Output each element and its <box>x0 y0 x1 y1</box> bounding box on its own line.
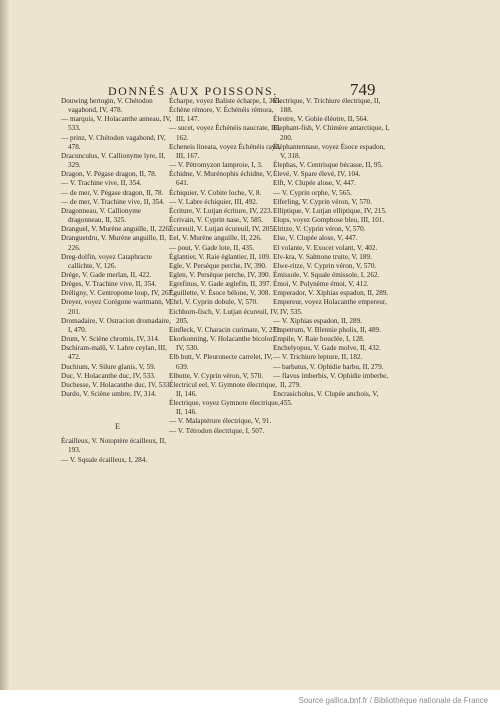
index-entry: Émissole, V. Squale émissole, I, 262. <box>273 270 380 279</box>
index-entry: Électrique, voyez Gymnote électrique, II, 146. <box>169 399 280 417</box>
index-entry: — barbatus, V. Ophidie barbu, II, 279. <box>273 362 384 371</box>
index-entry: Écriture, V. Lutjan écriture, IV, 223. <box>169 206 273 215</box>
index-entry: — V. Malaptérure électrique, V, 91. <box>169 417 272 426</box>
index-entry: Échène rémore, V. Échénéis rémora, III, 147. <box>169 106 274 124</box>
index-entry: — marquis, V. Holacanthe anneau, IV, 533. <box>61 115 172 133</box>
index-entry: Eglen, V. Persèque perche, IV, 390. <box>169 270 271 279</box>
index-entry: Dréligny, V. Centropome loup, IV, 267. <box>61 289 174 298</box>
index-entry: Élephas, V. Centrisque bécasse, II, 95. <box>273 161 383 170</box>
index-entry: Elops, voyez Gomphose bleu, III, 101. <box>273 216 385 225</box>
index-entry: Dragon, V. Pégase dragon, II, 78. <box>61 170 157 179</box>
index-entry: Eel, V. Murène anguille, II, 226. <box>169 234 262 243</box>
index-entry: — pout, V. Gade lote, II, 435. <box>169 243 255 252</box>
index-entry: Élevé, V. Spare élevé, IV, 104. <box>273 170 361 179</box>
index-entry: — sucet, voyez Échénéis naucrate, III, 162. <box>169 124 280 142</box>
index-entry: Elv-kra, V. Salmone truite, V, 189. <box>273 252 372 261</box>
index-entry: Elbutte, V. Cyprin véron, V, 570. <box>169 371 264 380</box>
index-entry: Drége, V. Gade merlan, II, 422. <box>61 270 152 279</box>
source-credit: Source gallica.bnf.fr / Bibliothèque nationale de France <box>298 696 488 705</box>
index-entry: Elwe-ritze, V. Cyprin véron, V, 570. <box>273 261 377 270</box>
index-entry: Ekorkonning, V. Holacanthe bicolor, IV, 530. <box>169 335 275 353</box>
index-entry: — V. Pétromyzon lamproie, I, 3. <box>169 161 263 170</box>
section-letter: E <box>115 422 121 432</box>
index-entry: Dromadaire, V. Ostracion dromadaire, I, 470. <box>61 316 171 334</box>
index-entry: Dragonneau, V. Callionyme dragonneau, II, 325. <box>61 206 141 225</box>
index-entry: Drum, V. Sciène chromis, IV, 314. <box>61 335 160 344</box>
index-entry: — V. Labre échiquier, III, 492. <box>169 197 258 206</box>
index-entry: Else, V. Clupée alose, V, 447. <box>273 234 358 243</box>
index-entry: Egle, V. Persèque perche, IV, 390. <box>169 261 267 270</box>
index-entry: Échiquier, V. Cobite loche, V, 8. <box>169 188 262 197</box>
index-entry: Elb butt, V. Pleuronecte carrelet, IV, 639. <box>169 353 273 371</box>
source-footer <box>0 690 500 713</box>
index-entry: Écailleux, V. Notoptère écailleux, II, 193. <box>61 437 167 455</box>
index-entry: Dranguetdru, V. Murène anguille, II, 226. <box>61 234 167 252</box>
index-entry: Ehrl, V. Cyprin dobule, V, 570. <box>169 298 258 307</box>
index-entry: Empile, V. Raie bouclée, I, 128. <box>273 335 365 344</box>
index-entry: — prinz, V. Chétodon vagabond, IV, 478. <box>61 133 166 151</box>
index-entry: Duc, V. Holacanthe duc, IV, 533. <box>61 371 156 380</box>
page-gutter-shadow <box>0 0 10 690</box>
index-entry: Électricul eel, V. Gymnote électrique, II, 146. <box>169 380 278 398</box>
index-entry: Elephant-fish, V. Chimère antarctique, I, 200. <box>273 124 390 142</box>
index-entry: Einfleck, V. Characin curimate, V, 271. <box>169 325 282 334</box>
index-entry: Egrefinus, V. Gade æglefin, II, 397. <box>169 280 272 289</box>
index-entry: El volante, V. Exocet volant, V, 402. <box>273 243 378 252</box>
index-entry: Elft, V. Clupée alose, V, 447. <box>273 179 356 188</box>
index-entry: Elferling, V. Cyprin véron, V, 570. <box>273 197 372 206</box>
index-column-3 <box>273 97 391 408</box>
index-entry: Dreyer, voyez Corégone wartmann, V, 201. <box>61 298 172 316</box>
index-entry: Duchesse, V. Holacanthe duc, IV, 533. <box>61 380 172 389</box>
index-entry: Empereur, voyez Holacanthe empereur, IV, 535. <box>273 298 387 316</box>
index-entry: Dschiram-malû, V. Labre ceylan, III, 472. <box>61 344 167 362</box>
index-entry: — V. Squale écailleux, I, 284. <box>61 455 148 464</box>
index-entry: Douwing hertogin, V. Chétodon vagabond, IV, 478. <box>61 97 153 115</box>
index-entry: Éleotre, V. Gobie éléotre, II, 564. <box>273 115 369 124</box>
index-entry: — de mer, V. Pégase dragon, II, 78. <box>61 188 164 197</box>
index-entry: Duchium, V. Silure glanis, V, 59. <box>61 362 156 371</box>
index-entry: Empetrum, V. Blennie pholis, II, 489. <box>273 325 381 334</box>
index-entry: — de mer, V. Trachine vive, II, 354. <box>61 197 165 206</box>
index-entry: Durdo, V. Sciène umbre, IV, 314. <box>61 390 157 398</box>
index-entry: Emperador, V. Xiphias espadon, II, 289. <box>273 289 389 298</box>
index-entry: Écureuil, V. Lutjan écureuil, IV, 205. <box>169 225 275 234</box>
index-column-1 <box>61 97 175 465</box>
index-entry: — flavus imberbis, V. Ophidie imberbe, II, 279. <box>273 371 389 389</box>
index-entry: — V. Cyprin orphe, V, 565. <box>273 188 352 197</box>
index-entry: Électrique, V. Trichiure électrique, II, 188. <box>273 97 381 115</box>
index-entry: Dracunculus, V. Callionyme lyre, II, 329. <box>61 151 166 170</box>
index-entry: Enchelyopus, V. Gade molve, II, 432. <box>273 344 381 353</box>
index-entry: Émoi, V. Polynème émoi, V, 412. <box>273 280 369 289</box>
running-head: DONNÉS AUX POISSONS. <box>108 84 278 98</box>
index-entry: Echeneis lineata, voyez Échénéis rayé, III, 167. <box>169 142 281 160</box>
index-entry: Dranguel, V. Murène anguille, II, 226. <box>61 225 171 234</box>
index-entry: Drèges, V. Trachine vive, II, 354. <box>61 280 157 289</box>
index-entry: Elritze, V. Cyprin véron, V, 570. <box>273 225 366 234</box>
index-entry: Églantier, V. Raie églantier, II, 109. <box>169 252 271 261</box>
index-entry: Encrasicholus, V. Clupée anchois, V, 455. <box>273 390 379 408</box>
index-entry: — V. Trachine vive, II, 354. <box>61 179 142 188</box>
page-number: 749 <box>350 80 376 99</box>
index-entry: Elliptique, V. Lutjan elliptique, IV, 215. <box>273 206 387 215</box>
index-entry: — V. Tétrodon électrique, I, 507. <box>169 426 265 435</box>
index-entry: Éguillette, V. Ésoce bélone, V, 308. <box>169 289 271 298</box>
index-entry: Éléphantennase, voyez Ésoce espadon, V, 318. <box>273 142 385 160</box>
index-entry: Écharpe, voyez Baliste écharpe, I, 365. <box>169 97 282 105</box>
index-column-2 <box>169 97 283 436</box>
index-entry: Écrivain, V. Cyprin nase, V, 585. <box>169 216 264 225</box>
index-entry: Dreg-dolfin, voyez Cataphracte callichte, V, 126. <box>61 252 152 270</box>
index-entry: Eichhorn-fisch, V. Lutjan écureuil, IV, 205. <box>169 307 279 325</box>
index-entry: — V. Xiphias espadon, II, 289. <box>273 316 362 325</box>
index-entry: Échidne, V. Murénophis échidne, V, 641. <box>169 170 273 188</box>
index-entry: — V. Trichiure lepture, II, 182. <box>273 353 363 362</box>
